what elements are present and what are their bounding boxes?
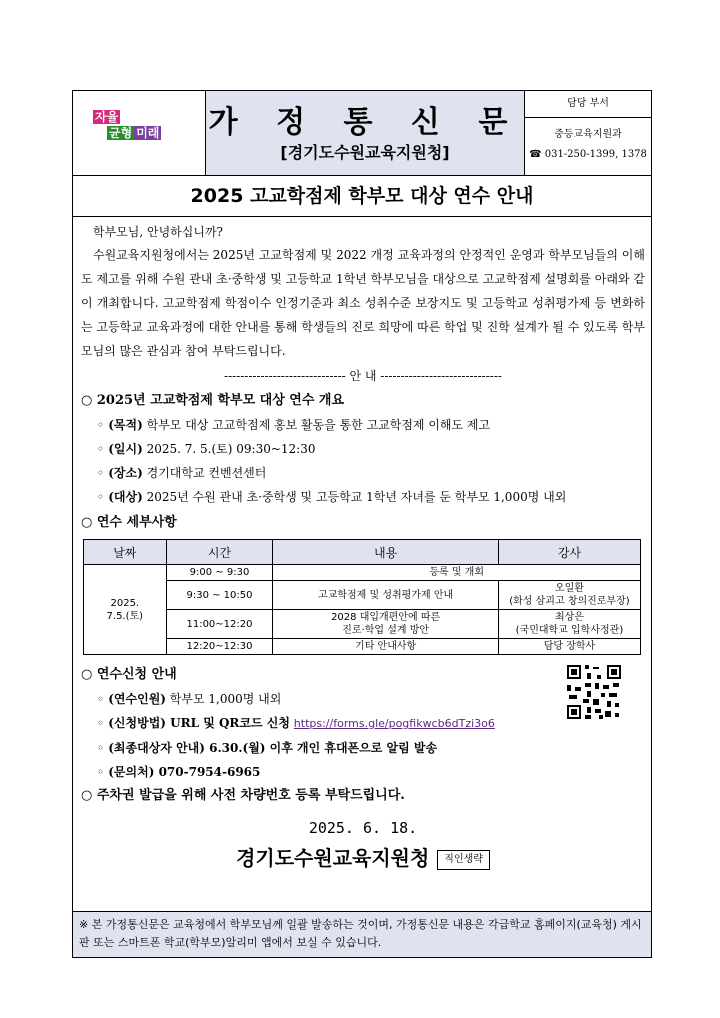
overview-item	[97, 413, 645, 437]
signature-line	[81, 842, 645, 874]
apply-label: ◦ (신청방법) URL 및 QR코드 신청	[97, 716, 290, 730]
overview-text: 2025년 수원 관내 초·중학생 및 고등학교 1학년 자녀를 둔 학부모 1,000명 내외	[142, 490, 567, 504]
overview-text: 2025. 7. 5.(토) 09:30~12:30	[142, 442, 316, 456]
schedule-time: 11:00~12:20	[166, 610, 273, 639]
logo-word-2: 균형	[109, 126, 133, 140]
logo-text	[93, 109, 161, 141]
table-row	[84, 565, 641, 581]
application-link[interactable]: https://forms.gle/pogfikwcb6dTzi3o6	[293, 717, 495, 730]
column-header: 내용	[273, 540, 499, 565]
page-title: 가 정 통 신 문	[208, 105, 522, 140]
headline: 2025 고교학점제 학부모 대상 연수 안내	[73, 176, 651, 217]
footer-note: ※ 본 가정통신문은 교육청에서 학부모님께 일괄 발송하는 것이며, 가정통신문 내용은 각급학교 홈페이지(교육청) 게시판 또는 스마트폰 학교(학부모)알리미 앱에서 보실 수 있습니다.	[73, 911, 651, 957]
apply-label: ◦ (연수인원)	[97, 692, 166, 706]
notice-body	[81, 221, 645, 874]
logo-word-3: 미래	[136, 126, 160, 140]
column-header: 날짜	[84, 540, 167, 565]
issuer-name: 경기도수원교육지원청	[236, 846, 430, 870]
parking-note: ○ 주차권 발급을 위해 사전 차량번호 등록 부탁드립니다.	[81, 788, 405, 803]
overview-heading: ○ 2025년 고교학점제 학부모 대상 연수 개요	[81, 393, 345, 408]
header	[73, 91, 651, 176]
schedule-speaker: 최상은 (국민대학교 입학사정관)	[498, 610, 640, 639]
column-header: 시간	[166, 540, 273, 565]
overview-item	[97, 485, 645, 509]
greeting: 학부모님, 안녕하십니까?	[93, 225, 223, 239]
schedule-content: 2028 대입개편안에 따른 진로·학업 설계 방안	[273, 610, 499, 639]
table-row	[84, 610, 641, 639]
issue-date: 2025. 6. 18.	[308, 819, 418, 837]
intro-paragraph: 수원교육지원청에서는 2025년 고교학점제 및 2022 개정 교육과정의 안정적인 운영과 학부모님들의 이해도 제고를 위해 수원 관내 초·중학생 및 고등학교 1학년 학부모님을 대상으로 고교학점제 설명회를 아래와 같이 개최합니다. 고교학점제 학점이수 인정기준과 최소 성취수준 보장지도 및 고등학교 성취평가제 등 변화하는 고등학교 교육과정에 대한 안내를 통해 학생들의 진로 희망에 따른 학업 및 진학 설계가 될 수 있도록 학부모님의 많은 관심과 참여 부탁드립니다.	[81, 248, 645, 358]
schedule-content: 등록 및 개회	[273, 565, 641, 581]
logo	[73, 91, 206, 175]
schedule-speaker: 담당 장학사	[498, 639, 640, 655]
page-subtitle: [경기도수원교육지원청]	[280, 143, 450, 162]
department-heading: 담당 부서	[525, 91, 651, 118]
apply-item	[97, 736, 645, 760]
notice-frame	[72, 90, 652, 958]
apply-text: 학부모 1,000명 내외	[165, 692, 282, 706]
apply-label: ◦ (최종대상자 안내) 6.30.(월) 이후 개인 휴대폰으로 알림 발송	[97, 741, 438, 755]
schedule-content: 고교학점제 및 성취평가제 안내	[273, 581, 499, 610]
schedule-heading: ○ 연수 세부사항	[81, 515, 177, 530]
apply-item	[97, 711, 645, 736]
apply-item	[97, 687, 645, 711]
schedule-time: 12:20~12:30	[166, 639, 273, 655]
schedule-date: 2025. 7.5.(토)	[84, 565, 167, 655]
overview-label: ◦ (일시)	[97, 442, 143, 456]
logo-word-1: 자율	[95, 110, 119, 124]
overview-label: ◦ (대상)	[97, 490, 143, 504]
schedule-content: 기타 안내사항	[273, 639, 499, 655]
department-phone: ☎ 031-250-1399, 1378	[529, 149, 647, 160]
table-row	[84, 581, 641, 610]
schedule-time: 9:00 ~ 9:30	[166, 565, 273, 581]
apply-heading: ○ 연수신청 안내	[81, 667, 177, 682]
column-header: 강사	[498, 540, 640, 565]
apply-section	[81, 663, 645, 808]
overview-item	[97, 461, 645, 485]
overview-list	[81, 413, 645, 509]
seal-omitted-badge: 직인생략	[437, 850, 490, 870]
overview-text: 경기대학교 컨벤션센터	[142, 466, 267, 480]
overview-label: ◦ (목적)	[97, 418, 143, 432]
schedule-header-row	[84, 540, 641, 565]
apply-item	[97, 760, 645, 784]
overview-text: 학부모 대상 고교학점제 홍보 활동을 통한 고교학점제 이해도 제고	[142, 418, 491, 432]
department-name: 중등교육지원과	[554, 129, 622, 140]
department-box	[525, 91, 651, 175]
section-divider: ------------------------------ 안 내 ------------------------------	[224, 369, 502, 383]
apply-label: ◦ (문의처) 070-7954-6965	[97, 765, 261, 779]
overview-label: ◦ (장소)	[97, 466, 143, 480]
schedule-body	[84, 565, 641, 655]
qr-code-icon[interactable]	[565, 663, 623, 721]
table-row	[84, 639, 641, 655]
schedule-table	[83, 539, 641, 655]
overview-item	[97, 437, 645, 461]
schedule-time: 9:30 ~ 10:50	[166, 581, 273, 610]
schedule-speaker: 오일환 (화성 삼괴고 창의진로부장)	[498, 581, 640, 610]
title-box	[206, 91, 525, 175]
